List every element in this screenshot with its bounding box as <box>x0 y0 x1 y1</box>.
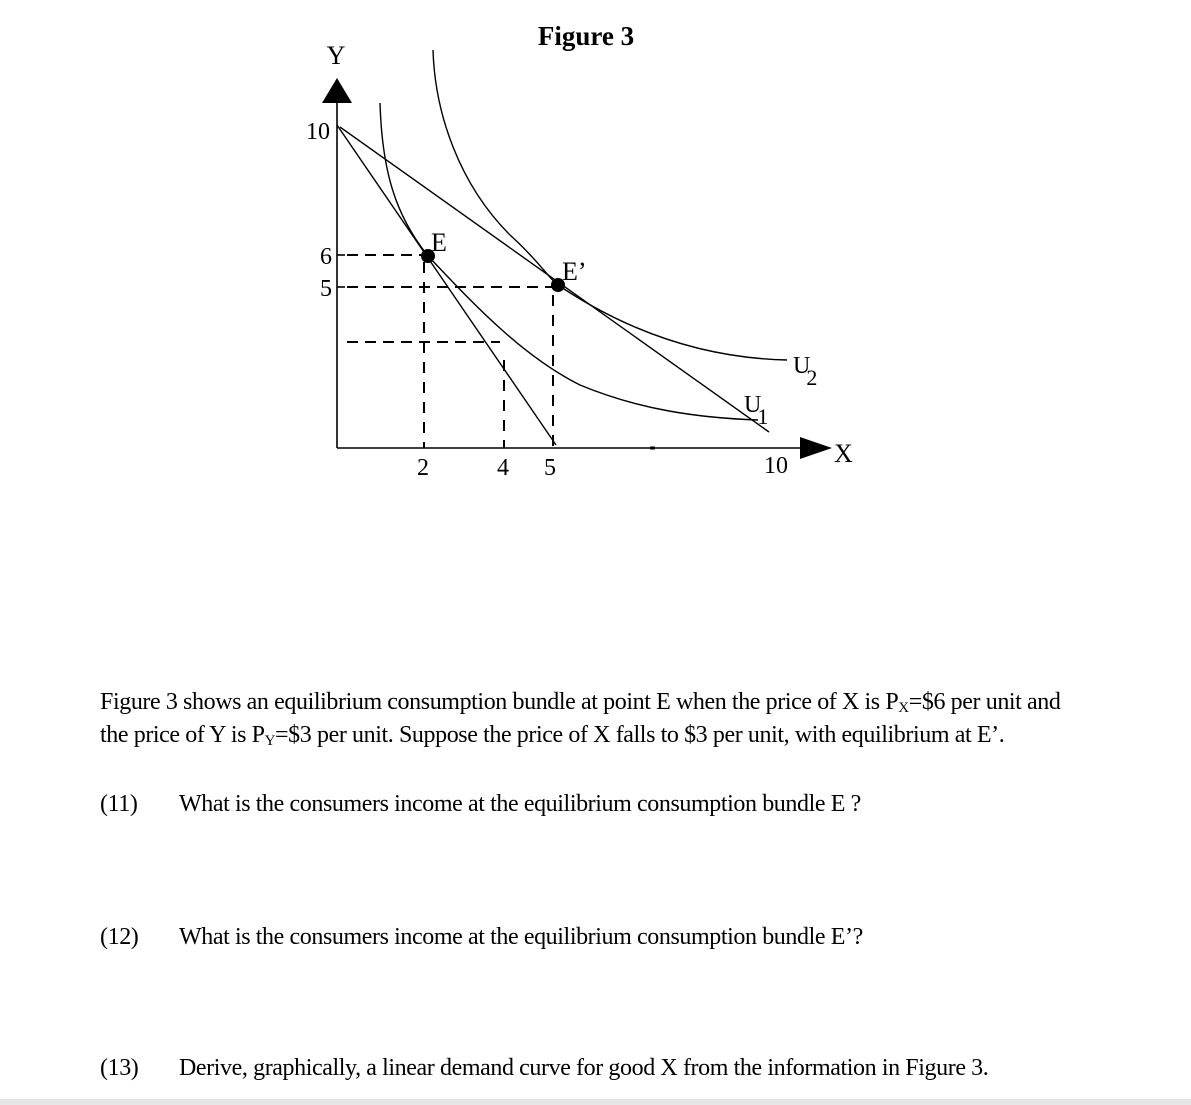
problem-description <box>100 686 1140 752</box>
label-e-prime: E’ <box>562 257 587 286</box>
y-axis-label: Y <box>326 41 346 70</box>
x-axis-arrow <box>800 437 832 459</box>
figure-title: Figure 3 <box>537 21 635 51</box>
label-u1-name: U <box>744 392 762 418</box>
description-line-2 <box>100 719 1140 752</box>
indifference-curve-u2 <box>433 50 787 360</box>
question-text: Derive, graphically, a linear demand curve for good X from the information in Figure 3. <box>179 1055 989 1081</box>
question-text: What is the consumers income at the equilibrium consumption bundle E’? <box>179 924 863 950</box>
desc-2b: =$3 per unit. Suppose the price of X falls to $3 per unit, with equilibrium at E’. <box>275 722 1005 748</box>
label-e: E <box>431 228 447 257</box>
budget-line-initial <box>337 125 556 445</box>
x-axis-label: X <box>834 439 853 468</box>
page-bottom-edge <box>0 1099 1191 1105</box>
y-axis-arrow <box>322 78 352 103</box>
subscript-x: X <box>898 700 909 716</box>
x-tick-5: 5 <box>544 455 556 481</box>
y-tick-10: 10 <box>306 119 330 145</box>
label-u2-sub: 2 <box>806 365 818 390</box>
label-u2 <box>793 353 817 390</box>
question-text: What is the consumers income at the equilibrium consumption bundle E ? <box>179 791 861 817</box>
y-tick-6: 6 <box>320 244 332 270</box>
question-number: (13) <box>100 1055 139 1081</box>
label-u2-name: U <box>793 353 811 379</box>
question-number: (12) <box>100 924 139 950</box>
desc-1a: Figure 3 shows an equilibrium consumption bundle at point E when the price of X is P <box>100 689 899 715</box>
x-tick-2: 2 <box>417 455 429 481</box>
description-line-1 <box>100 686 1140 719</box>
figure-3-chart <box>0 0 1191 520</box>
desc-1b: =$6 per unit and <box>908 689 1061 715</box>
x-tick-10: 10 <box>764 453 788 479</box>
x-tick-4: 4 <box>497 455 509 481</box>
label-u1-sub: 1 <box>757 404 769 429</box>
desc-2a: the price of Y is P <box>100 722 265 748</box>
subscript-y: Y <box>264 733 276 749</box>
y-tick-5: 5 <box>320 276 332 302</box>
question-number: (11) <box>100 791 138 817</box>
